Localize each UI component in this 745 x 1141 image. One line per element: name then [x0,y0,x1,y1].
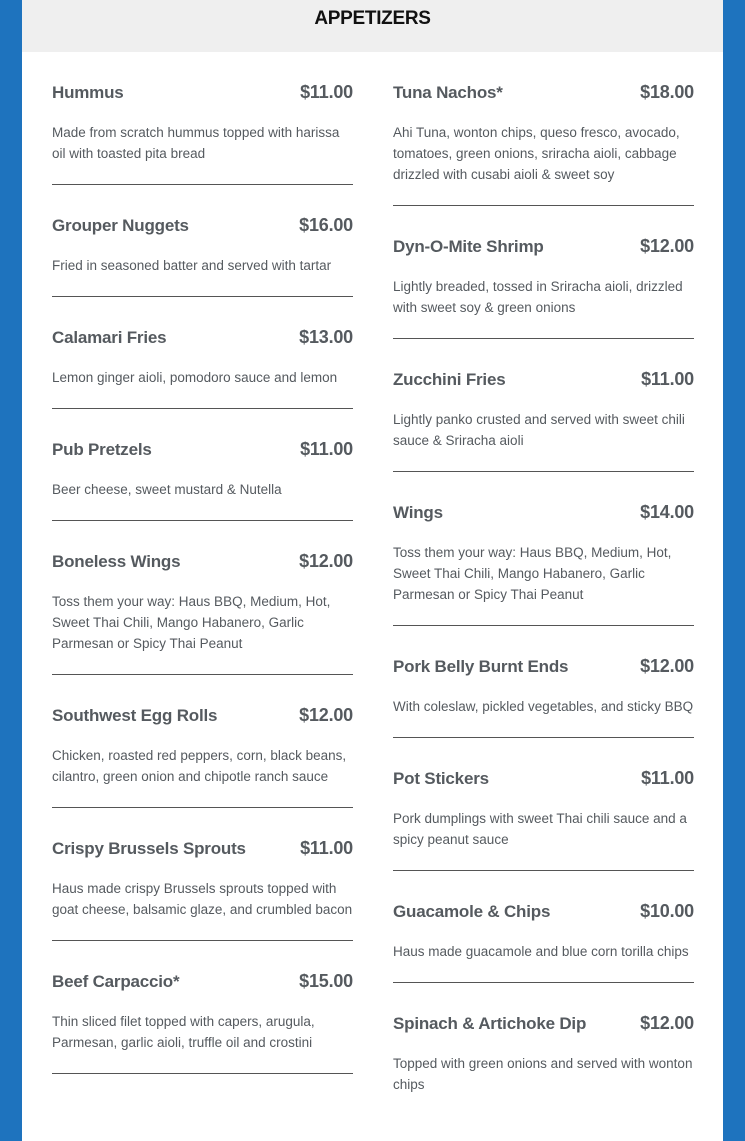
menu-item-name: Wings [393,503,443,522]
menu-item-header [52,703,353,728]
menu-item-description: Ahi Tuna, wonton chips, queso fresco, avocado, tomatoes, green onions, sriracha aioli, cabbage drizzled with cusabi aioli & sweet soy [393,125,680,182]
menu-item-name: Spinach & Artichoke Dip [393,1014,587,1033]
menu-item [52,409,353,521]
menu-item-header [393,500,694,525]
menu-item-name: Dyn-O-Mite Shrimp [393,237,544,256]
menu-item-name: Pub Pretzels [52,440,152,459]
menu-item [393,871,694,983]
menu-item-price: $11.00 [300,82,353,102]
menu-item [393,983,694,1115]
menu-item-description: Lemon ginger aioli, pomodoro sauce and lemon [52,370,338,385]
menu-item [52,675,353,808]
menu-item-name: Calamari Fries [52,328,167,347]
menu-item-price: $18.00 [640,82,694,102]
menu-item-description: Lightly panko crusted and served with sweet chili sauce & Sriracha aioli [393,412,685,448]
section-title: APPETIZERS [314,8,431,29]
menu-item-price: $12.00 [299,705,353,725]
menu-item-price: $16.00 [299,215,353,235]
menu-item [393,626,694,738]
menu-item-description: Haus made guacamole and blue corn torilla chips [393,944,689,959]
menu-item-name: Grouper Nuggets [52,216,189,235]
menu-item-description: Toss them your way: Haus BBQ, Medium, Hot, Sweet Thai Chili, Mango Habanero, Garlic Parmesan or Spicy Thai Peanut [52,594,331,651]
menu-item [393,52,694,206]
menu-item-name: Tuna Nachos* [393,83,503,102]
menu-item-price: $11.00 [300,439,353,459]
menu-item-header [393,234,694,259]
menu-item-price: $11.00 [300,838,353,858]
menu-item-name: Boneless Wings [52,552,181,571]
menu-item-price: $11.00 [641,369,694,389]
menu-item-price: $11.00 [641,768,694,788]
menu-item-name: Pork Belly Burnt Ends [393,657,569,676]
menu-item-price: $12.00 [640,1013,694,1033]
menu-item-header [52,213,353,238]
menu-item-name: Crispy Brussels Sprouts [52,839,246,858]
menu-item-description: Topped with green onions and served with wonton chips [393,1056,693,1092]
menu-item-price: $12.00 [640,236,694,256]
menu-item-price: $13.00 [299,327,353,347]
menu-item-description: Pork dumplings with sweet Thai chili sauce and a spicy peanut sauce [393,811,687,847]
section-header [22,0,723,52]
menu-item-name: Beef Carpaccio* [52,972,180,991]
menu-item [52,185,353,297]
menu-item-header [52,80,353,105]
menu-item-price: $12.00 [299,551,353,571]
menu-item-header [393,766,694,791]
menu-item-price: $14.00 [640,502,694,522]
menu-item-header [52,549,353,574]
menu-item-description: Toss them your way: Haus BBQ, Medium, Hot, Sweet Thai Chili, Mango Habanero, Garlic Parmesan or Spicy Thai Peanut [393,545,672,602]
menu-item-description: Chicken, roasted red peppers, corn, black beans, cilantro, green onion and chipotle ranch sauce [52,748,347,784]
menu-item-name: Hummus [52,83,124,102]
menu-item-header [52,836,353,861]
menu-item-header [393,1011,694,1036]
menu-item-header [393,654,694,679]
menu-item-price: $10.00 [640,901,694,921]
menu-item-description: Fried in seasoned batter and served with tartar [52,258,332,273]
menu-item-description: Thin sliced filet topped with capers, arugula, Parmesan, garlic aioli, truffle oil and crostini [52,1014,315,1050]
right-column [393,52,694,1115]
menu-item-description: Haus made crispy Brussels sprouts topped with goat cheese, balsamic glaze, and crumbled bacon [52,881,353,917]
menu-item-description: Beer cheese, sweet mustard & Nutella [52,482,282,497]
menu-item-header [52,325,353,350]
menu-item [52,808,353,941]
menu-item [393,206,694,339]
menu-item-price: $12.00 [640,656,694,676]
menu-item-name: Zucchini Fries [393,370,506,389]
menu-item-header [393,80,694,105]
left-column [52,52,353,1074]
menu-item-description: Lightly breaded, tossed in Sriracha aioli, drizzled with sweet soy & green onions [393,279,683,315]
menu-item-name: Pot Stickers [393,769,489,788]
menu-item [52,941,353,1074]
menu-item [393,738,694,871]
menu-item-name: Guacamole & Chips [393,902,551,921]
menu-item [52,52,353,185]
menu-item [393,472,694,626]
menu-item [52,297,353,409]
menu-item-description: Made from scratch hummus topped with harissa oil with toasted pita bread [52,125,340,161]
menu-item-header [52,969,353,994]
menu-item-header [393,367,694,392]
menu-item-name: Southwest Egg Rolls [52,706,218,725]
menu-item-header [52,437,353,462]
menu-item [393,339,694,472]
menu-item-price: $15.00 [299,971,353,991]
menu-page [22,0,723,1141]
menu-item-description: With coleslaw, pickled vegetables, and sticky BBQ [393,699,694,714]
menu-item-header [393,899,694,924]
menu-item [52,521,353,675]
